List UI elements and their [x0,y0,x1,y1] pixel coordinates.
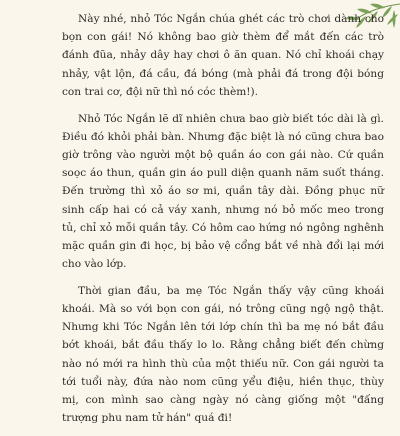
body-text [62,0,384,436]
paragraph-1: Này nhé, nhỏ Tóc Ngắn chúa ghét các trò chơi dành cho bọn con gái! Nó không bao giờ thèm để mắt đến các trò đánh đũa, nhảy dây hay chơi ô ăn quan. Nó chỉ khoái chạy nhảy, vật lộn, đá cầu, đá bóng (mà phải đá trong đội bóng con trai cơ, đội nữ thì nó cóc thèm!). [62,13,384,98]
paragraph-3: Thời gian đầu, ba mẹ Tóc Ngắn thấy vậy cũng khoái khoái. Mà so với bọn con gái, nó trông cũng ngộ ngộ thật. Nhưng khi Tóc Ngắn lên tới lớp chín thì ba mẹ nó bắt đầu bớt khoái, bắt đầu thấy lo lo. Rằng chẳng biết đến chừng nào nó mới ra hình thù của một thiếu nữ. Con gái người ta tới tuổi này, đứa nào nom cũng yểu điệu, hiền thục, thùy mị, con mình sao càng ngày nó càng giống một "đấng trượng phu nam tử hán" quá đi! [62,284,384,425]
paragraph-2: Nhỏ Tóc Ngắn lẽ dĩ nhiên chưa bao giờ biết tóc dài là gì. Điều đó khỏi phải bàn. Nhưng đặc biệt là nó cũng chưa bao giờ trông vào người một bộ quần áo con gái nào. Cứ quần soọc áo thun, quần gin áo pull diện quanh năm suốt tháng. Đến trường thì xỏ áo sơ mi, quần tây dài. Đồng phục nữ sinh cấp hai có cả váy xanh, nhưng nó bỏ mốc meo trong tủ, chỉ xỏ mỗi quần tây. Có hôm cao hứng nó ngông nghênh mặc quần gin đi học, bị bảo vệ cổng bắt về nhà đổi lại mới cho vào lớp. [62,112,384,271]
